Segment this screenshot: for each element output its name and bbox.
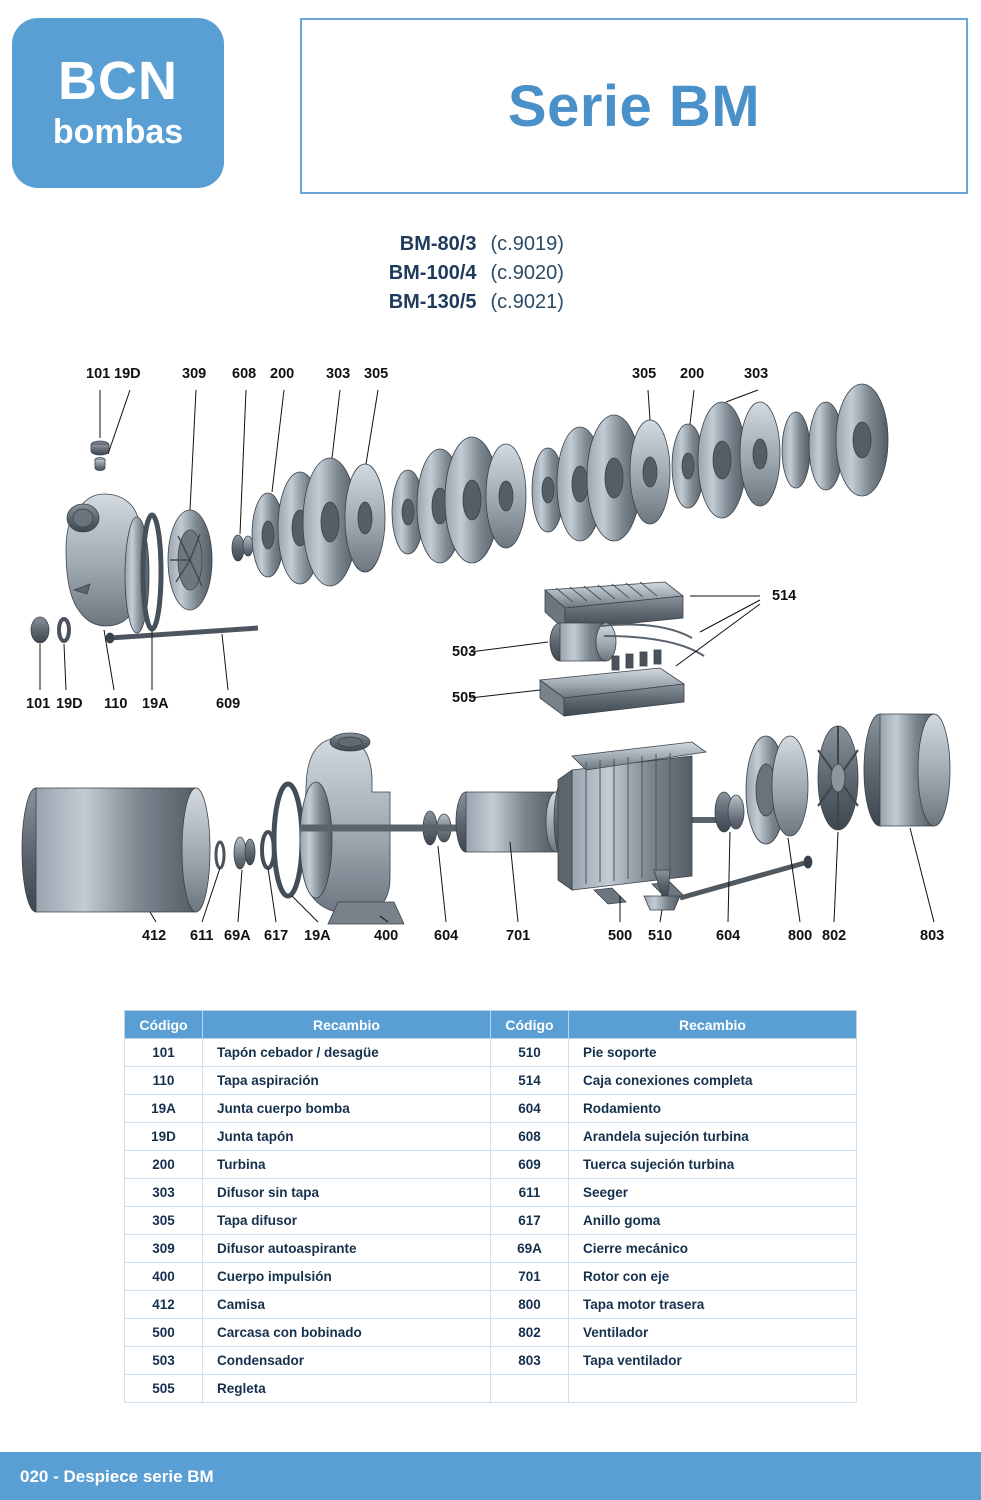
header-part-right: Recambio	[569, 1011, 857, 1039]
model-row	[0, 230, 981, 259]
cell-part: Cuerpo impulsión	[203, 1263, 491, 1291]
cell-part: Tuerca sujeción turbina	[569, 1151, 857, 1179]
page-title: Serie BM	[507, 73, 761, 139]
footer-label: 020 - Despiece serie BM	[20, 1467, 214, 1486]
cell-part: Rotor con eje	[569, 1263, 857, 1291]
cell-part: Tapa ventilador	[569, 1347, 857, 1375]
table-row	[125, 1095, 857, 1123]
callout-305-b: 305	[632, 366, 657, 382]
callout-500: 500	[608, 928, 633, 944]
part-604-bearing-right	[715, 792, 744, 832]
cell-part: Tapa difusor	[203, 1207, 491, 1235]
callout-19A-bottom: 19A	[304, 928, 331, 944]
model-row	[0, 288, 981, 317]
callout-510: 510	[648, 928, 673, 944]
cell-code: 510	[491, 1039, 569, 1067]
cell-part: Carcasa con bobinado	[203, 1319, 491, 1347]
callout-412: 412	[142, 928, 167, 944]
cell-part: Regleta	[203, 1375, 491, 1403]
callout-303-b: 303	[744, 366, 769, 382]
model-code: (c.9020)	[490, 262, 564, 284]
callout-309: 309	[182, 366, 207, 382]
bcn-bombas-logo	[12, 18, 224, 188]
model-code: (c.9019)	[490, 233, 564, 255]
page-header	[0, 12, 981, 192]
callout-608: 608	[232, 366, 257, 382]
callout-200-b: 200	[680, 366, 705, 382]
part-611-seeger	[216, 842, 224, 868]
cell-code: 503	[125, 1347, 203, 1375]
cell-code: 609	[491, 1151, 569, 1179]
part-800-rear-motor-cover	[746, 736, 808, 844]
cell-part: Junta cuerpo bomba	[203, 1095, 491, 1123]
callout-505: 505	[452, 690, 477, 706]
cell-code: 514	[491, 1067, 569, 1095]
cell-code: 305	[125, 1207, 203, 1235]
exploded-view-diagram	[0, 350, 981, 990]
parts-table	[124, 1010, 857, 1403]
model-name: BM-130/5	[388, 291, 477, 313]
part-101-left	[31, 617, 69, 643]
table-row	[125, 1151, 857, 1179]
cell-code: 505	[125, 1375, 203, 1403]
callout-69A: 69A	[224, 928, 251, 944]
part-69A-mechanical-seal	[234, 837, 255, 869]
cell-part: Tapa motor trasera	[569, 1291, 857, 1319]
table-row	[125, 1039, 857, 1067]
callout-200-a: 200	[270, 366, 295, 382]
cell-part: Camisa	[203, 1291, 491, 1319]
cell-part: Caja conexiones completa	[569, 1067, 857, 1095]
callout-19A-top: 19A	[142, 696, 169, 712]
cell-code: 110	[125, 1067, 203, 1095]
callout-101-left: 101	[26, 696, 51, 712]
table-row	[125, 1207, 857, 1235]
cell-code: 400	[125, 1263, 203, 1291]
cell-empty	[569, 1375, 857, 1403]
cell-part: Rodamiento	[569, 1095, 857, 1123]
callout-617: 617	[264, 928, 289, 944]
cell-code: 69A	[491, 1235, 569, 1263]
part-803-fan-cover	[864, 714, 950, 826]
header-code-right: Código	[491, 1011, 569, 1039]
cell-part: Tapón cebador / desagüe	[203, 1039, 491, 1067]
table-row	[125, 1375, 857, 1403]
cell-code: 604	[491, 1095, 569, 1123]
part-500-stator-housing	[558, 742, 706, 904]
callout-514: 514	[772, 588, 797, 604]
cell-part: Turbina	[203, 1151, 491, 1179]
cell-part: Condensador	[203, 1347, 491, 1375]
cell-code: 803	[491, 1347, 569, 1375]
model-list	[0, 230, 981, 317]
table-row	[125, 1179, 857, 1207]
table-header-row	[125, 1011, 857, 1039]
callout-701: 701	[506, 928, 531, 944]
parts-table-wrapper	[124, 1010, 857, 1403]
model-code: (c.9021)	[490, 291, 564, 313]
callout-800: 800	[788, 928, 813, 944]
callout-303-a: 303	[326, 366, 351, 382]
cell-part: Seeger	[569, 1179, 857, 1207]
cell-part: Tapa aspiración	[203, 1067, 491, 1095]
cell-code: 412	[125, 1291, 203, 1319]
part-802-fan	[818, 726, 858, 830]
part-608-washer	[232, 535, 253, 561]
part-101-top	[91, 441, 109, 471]
cell-part: Difusor sin tapa	[203, 1179, 491, 1207]
callout-19D-left: 19D	[56, 696, 83, 712]
stage-stack	[252, 384, 888, 586]
callout-604-left: 604	[434, 928, 459, 944]
cell-part: Anillo goma	[569, 1207, 857, 1235]
logo-line-2: bombas	[52, 112, 184, 151]
page-footer	[0, 1454, 981, 1500]
header-part-left: Recambio	[203, 1011, 491, 1039]
part-19A-oring-bottom	[274, 784, 302, 896]
cell-part: Difusor autoaspirante	[203, 1235, 491, 1263]
cell-part: Ventilador	[569, 1319, 857, 1347]
part-110-suction-cover	[66, 494, 149, 633]
cell-code: 303	[125, 1179, 203, 1207]
cell-part: Arandela sujeción turbina	[569, 1123, 857, 1151]
model-name: BM-80/3	[399, 233, 477, 255]
cell-part: Pie soporte	[569, 1039, 857, 1067]
callout-305-a: 305	[364, 366, 389, 382]
table-row	[125, 1123, 857, 1151]
header-code-left: Código	[125, 1011, 203, 1039]
cell-empty	[491, 1375, 569, 1403]
callout-611: 611	[190, 928, 214, 944]
diagram-svg	[0, 350, 981, 990]
cell-code: 802	[491, 1319, 569, 1347]
callout-604-right: 604	[716, 928, 741, 944]
callout-110: 110	[104, 696, 128, 712]
cell-code: 608	[491, 1123, 569, 1151]
cell-code: 617	[491, 1207, 569, 1235]
cell-part: Junta tapón	[203, 1123, 491, 1151]
table-row	[125, 1067, 857, 1095]
table-row	[125, 1263, 857, 1291]
model-row	[0, 259, 981, 288]
callout-101-top: 101	[86, 366, 111, 382]
cell-code: 200	[125, 1151, 203, 1179]
callout-803: 803	[920, 928, 945, 944]
part-503-capacitor	[550, 623, 616, 661]
table-row	[125, 1235, 857, 1263]
table-row	[125, 1347, 857, 1375]
part-412-jacket	[22, 788, 210, 912]
callout-400: 400	[374, 928, 399, 944]
callout-19D-top: 19D	[114, 366, 141, 382]
cell-code: 19A	[125, 1095, 203, 1123]
cell-part: Cierre mecánico	[569, 1235, 857, 1263]
table-row	[125, 1319, 857, 1347]
callout-503: 503	[452, 644, 477, 660]
cell-code: 101	[125, 1039, 203, 1067]
part-309-self-priming-diffuser	[168, 510, 212, 610]
logo-line-1: BCN	[58, 50, 178, 111]
cell-code: 701	[491, 1263, 569, 1291]
cell-code: 309	[125, 1235, 203, 1263]
cell-code: 500	[125, 1319, 203, 1347]
cell-code: 611	[491, 1179, 569, 1207]
cell-code: 19D	[125, 1123, 203, 1151]
cell-code: 800	[491, 1291, 569, 1319]
callout-802: 802	[822, 928, 847, 944]
callout-609: 609	[216, 696, 241, 712]
title-frame	[300, 18, 968, 194]
model-name: BM-100/4	[388, 262, 477, 284]
table-row	[125, 1291, 857, 1319]
